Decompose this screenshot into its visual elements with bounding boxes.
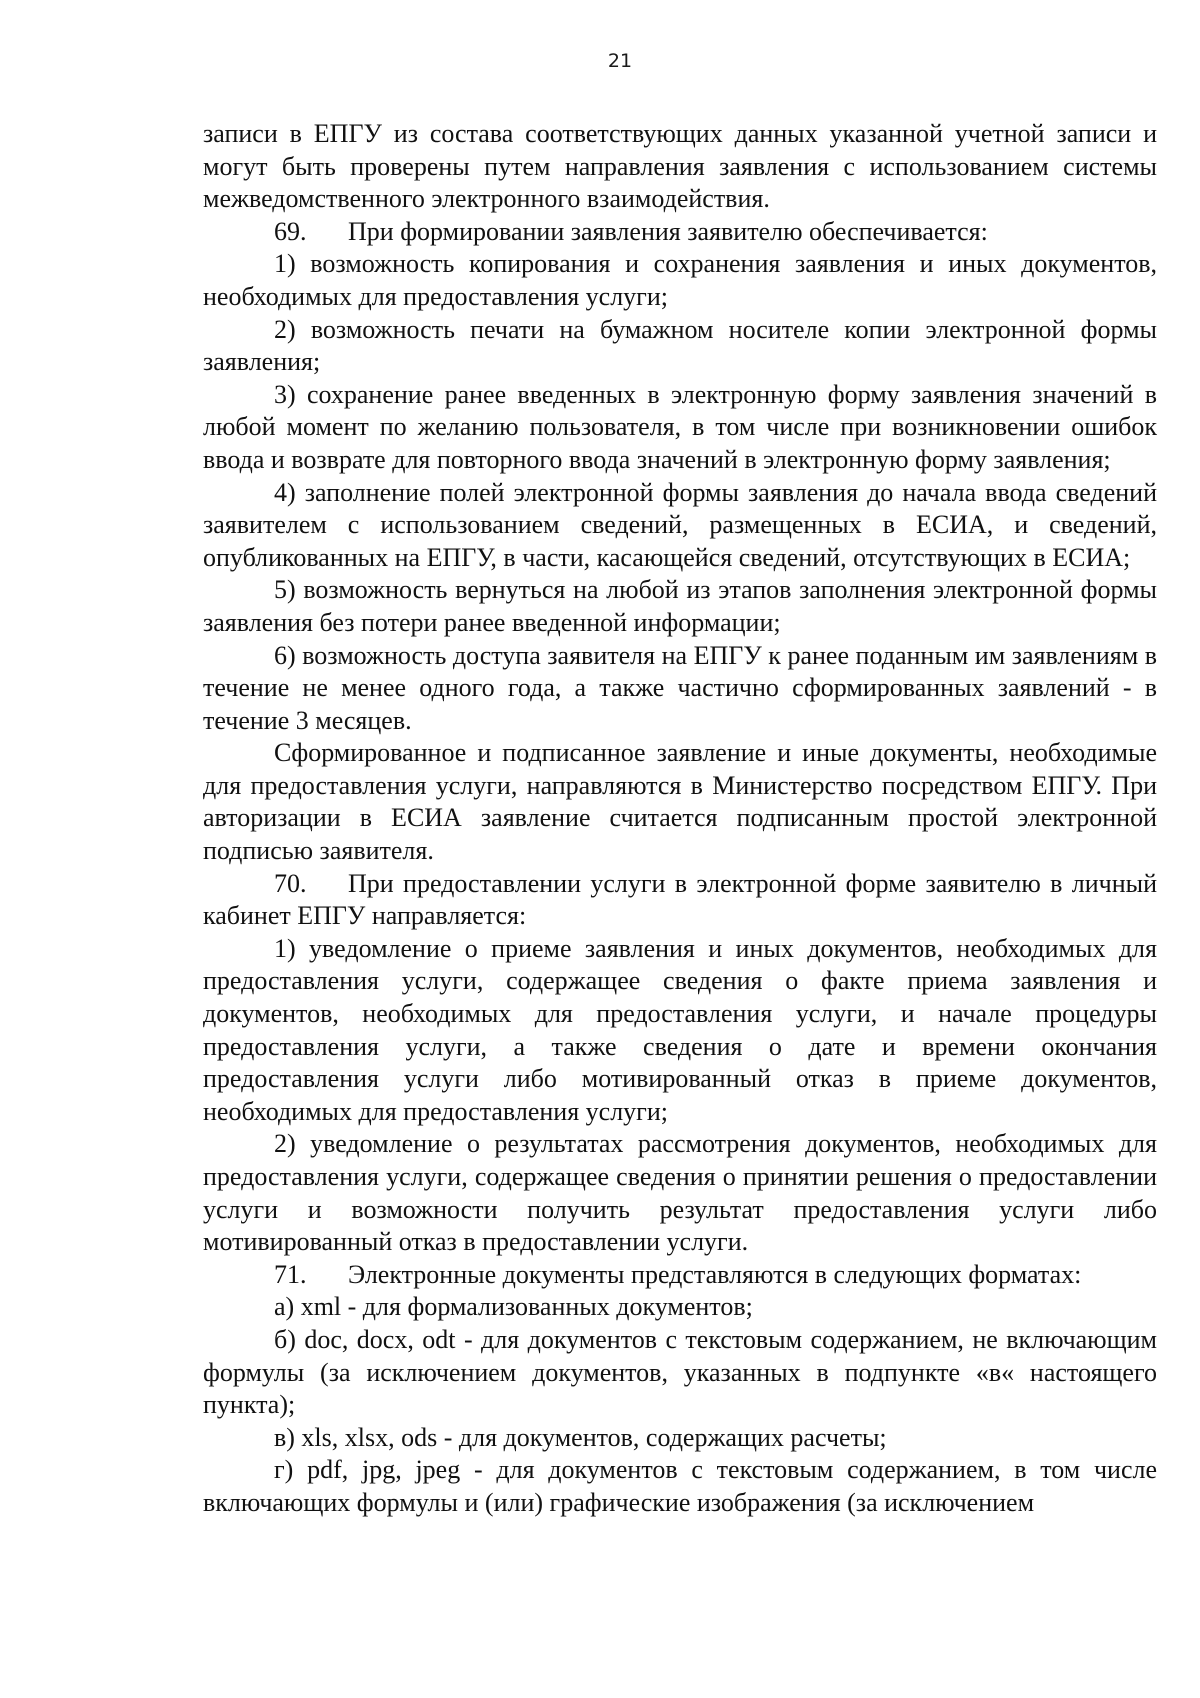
- paragraph-71: [203, 1259, 1157, 1292]
- page-number: 21: [607, 50, 633, 72]
- paragraph-text: 6) возможность доступа заявителя на ЕПГУ к ранее поданным им заявлениям в течение не менее одного года, а также частично сформированных заявлений - в течение 3 месяцев.: [203, 640, 1157, 735]
- clause-number: 69.: [274, 216, 307, 246]
- paragraph: [203, 379, 1157, 477]
- paragraph: [203, 1422, 1157, 1455]
- paragraph: [203, 1454, 1157, 1519]
- paragraph-text: 4) заполнение полей электронной формы заявления до начала ввода сведений заявителем с использованием сведений, размещенных в ЕСИА, и сведений, опубликованных на ЕПГУ, в части, касающейся сведений, отсутствующих в ЕСИА;: [203, 477, 1157, 572]
- paragraph: [203, 1291, 1157, 1324]
- paragraph: [203, 574, 1157, 639]
- paragraph: [203, 933, 1157, 1129]
- paragraph: [203, 314, 1157, 379]
- paragraph: [203, 640, 1157, 738]
- paragraph-text: 5) возможность вернуться на любой из этапов заполнения электронной формы заявления без потери ранее введенной информации;: [203, 575, 1157, 637]
- paragraph-text: 1) возможность копирования и сохранения заявления и иных документов, необходимых для предоставления услуги;: [203, 249, 1157, 311]
- clause-number: 70.: [274, 868, 307, 898]
- paragraph-text: 2) уведомление о результатах рассмотрения документов, необходимых для предоставления услуги, содержащее сведения о принятии решения о предоставлении услуги и возможности получить результат предоставления услуги либо мотивированный отказ в предоставлении услуги.: [203, 1129, 1157, 1257]
- paragraph-text: в) xls, xlsx, ods - для документов, содержащих расчеты;: [274, 1422, 887, 1452]
- paragraph: [203, 1324, 1157, 1422]
- paragraph-text: 2) возможность печати на бумажном носителе копии электронной формы заявления;: [203, 314, 1157, 377]
- paragraph-70: [203, 868, 1157, 933]
- paragraph: [203, 248, 1157, 313]
- paragraph-text: г) pdf, jpg, jpeg - для документов с текстовым содержанием, в том числе включающих формулы и (или) графические изображения (за исключением: [203, 1455, 1157, 1517]
- paragraph-text: Электронные документы представляются в следующих форматах:: [348, 1259, 1082, 1289]
- paragraph: [203, 737, 1157, 867]
- paragraph-text: а) xml - для формализованных документов;: [274, 1292, 753, 1322]
- clause-number: 71.: [274, 1259, 307, 1289]
- paragraph-text: При формировании заявления заявителю обеспечивается:: [348, 216, 988, 246]
- paragraph: [203, 118, 1157, 216]
- paragraph: [203, 1128, 1157, 1258]
- paragraph-text: 3) сохранение ранее введенных в электронную форму заявления значений в любой момент по желанию пользователя, в том числе при возникновении ошибок ввода и возврате для повторного ввода значений в электронную форму заявления;: [203, 379, 1157, 474]
- paragraph: [203, 477, 1157, 575]
- paragraph-69: [203, 216, 1157, 249]
- paragraph-text: При предоставлении услуги в электронной форме заявителю в личный кабинет ЕПГУ направляется:: [203, 868, 1157, 931]
- paragraph-text: 1) уведомление о приеме заявления и иных документов, необходимых для предоставления услуги, содержащее сведения о факте приема заявления и документов, необходимых для предоставления услуги, и начале процедуры предоставления услуги, а также сведения о дате и времени окончания предоставления услуги либо мотивированный отказ в приеме документов, необходимых для предоставления услуги;: [203, 933, 1157, 1126]
- paragraph-text: б) doc, docx, odt - для документов с текстовым содержанием, не включающим формулы (за исключением документов, указанных в подпункте «в« настоящего пункта);: [203, 1324, 1157, 1420]
- document-body: [203, 118, 1157, 1520]
- paragraph-text: записи в ЕПГУ из состава соответствующих данных указанной учетной записи и могут быть проверены путем направления заявления с использованием системы межведомственного электронного взаимодействия.: [203, 119, 1157, 214]
- paragraph-text: Сформированное и подписанное заявление и иные документы, необходимые для предоставления услуги, направляются в Министерство посредством ЕПГУ. При авторизации в ЕСИА заявление считается подписанным простой электронной подписью заявителя.: [203, 738, 1157, 866]
